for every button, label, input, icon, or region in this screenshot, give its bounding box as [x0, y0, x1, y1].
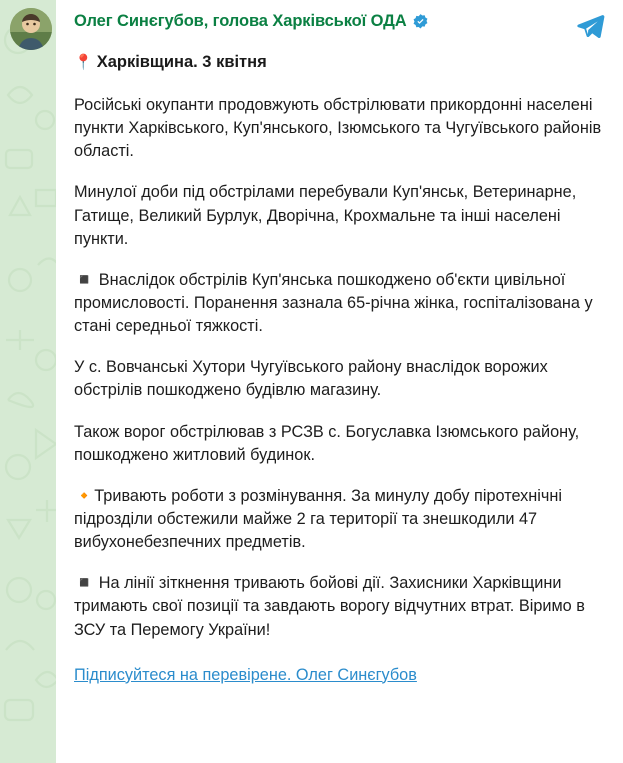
location-pin-icon: 📍 — [74, 54, 93, 71]
paragraph-4: У с. Вовчанські Хутори Чугуївського району внаслідок ворожих обстрілів пошкоджено будівлю магазину. — [74, 358, 553, 400]
paragraph-1: Російські окупанти продовжують обстрілювати прикордонні населені пункти Харківського, Куп'янського, Ізюмського та Чугуївського районів області. — [74, 96, 606, 161]
paragraph-2: Минулої доби під обстрілами перебували Куп'янськ, Ветеринарне, Гатище, Великий Бурлук, Дворічна, Крохмальне та інші населені пункти. — [74, 183, 581, 248]
telegram-logo-icon — [575, 11, 605, 41]
avatar[interactable] — [10, 8, 52, 50]
paragraph-3: ◾ Внаслідок обстрілів Куп'янська пошкоджено об'єкти цивільної промисловості. Поранення зазнала 65-річна жінка, госпіталізована у стані середньої тяжкості. — [74, 270, 598, 336]
paragraph-5: Також ворог обстрілював з РСЗВ с. Богуславка Ізюмського району, пошкоджено житловий будинок. — [74, 422, 584, 464]
verified-icon — [412, 13, 429, 30]
message-bubble — [56, 0, 623, 763]
post-subtitle — [74, 53, 605, 72]
post-header — [74, 10, 605, 41]
subscribe-link[interactable]: Підписуйтеся на перевірене. Олег Синєгубов — [74, 665, 417, 684]
subtitle-text: Харківщина. 3 квітня — [96, 53, 267, 71]
author-line[interactable] — [74, 10, 567, 31]
paragraph-7: ◾ На лінії зіткнення тривають бойові дії. Захисники Харківщини тримають свої позиції та завдають ворогу відчутних втрат. Віримо в ЗСУ та Перемогу України! — [74, 574, 590, 639]
paragraph-6: 🔸Тривають роботи з розмінування. За минулу добу піротехнічні підрозділи обстежили майже 2 га території та знешкодили 47 вибухонебезпечних предметів. — [74, 486, 567, 552]
author-name: Олег Синєгубов, голова Харківської ОДА — [74, 12, 407, 30]
